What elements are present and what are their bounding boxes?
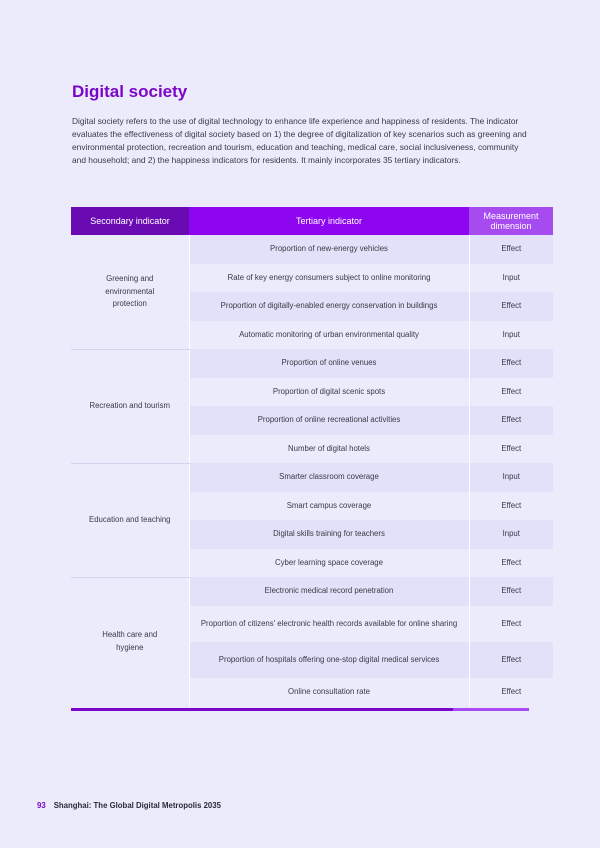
table-row: [71, 463, 553, 492]
measurement-dimension-cell: Effect: [469, 492, 553, 521]
measurement-dimension-cell: Effect: [469, 349, 553, 378]
secondary-indicator-label: Greening and environmental protection: [105, 274, 155, 308]
table-bottom-rule-accent: [453, 708, 529, 711]
tertiary-indicator-cell: Proportion of citizens' electronic health records available for online sharing: [189, 606, 469, 642]
tertiary-indicator-cell: Proportion of hospitals offering one-stop digital medical services: [189, 642, 469, 678]
tertiary-indicator-cell: Proportion of online recreational activities: [189, 406, 469, 435]
table-row: [71, 577, 553, 606]
section-title: Digital society: [72, 82, 188, 101]
tertiary-indicator-cell: Online consultation rate: [189, 678, 469, 707]
header-secondary-indicator: Secondary indicator: [71, 207, 189, 235]
tertiary-indicator-cell: Smart campus coverage: [189, 492, 469, 521]
tertiary-indicator-cell: Proportion of digitally-enabled energy conservation in buildings: [189, 292, 469, 321]
measurement-dimension-cell: Effect: [469, 292, 553, 321]
secondary-indicator-cell: [71, 349, 189, 463]
tertiary-indicator-cell: Smarter classroom coverage: [189, 463, 469, 492]
measurement-dimension-cell: Input: [469, 463, 553, 492]
tertiary-indicator-cell: Cyber learning space coverage: [189, 549, 469, 578]
measurement-dimension-cell: Effect: [469, 549, 553, 578]
measurement-dimension-cell: Effect: [469, 678, 553, 707]
indicator-table: [71, 207, 553, 706]
publication-title: Shanghai: The Global Digital Metropolis 2035: [53, 801, 221, 810]
tertiary-indicator-cell: Proportion of new-energy vehicles: [189, 235, 469, 264]
table-row: [71, 349, 553, 378]
tertiary-indicator-cell: Automatic monitoring of urban environmental quality: [189, 321, 469, 350]
secondary-indicator-label: Recreation and tourism: [89, 400, 171, 410]
measurement-dimension-cell: Effect: [469, 606, 553, 642]
page-number: 93: [37, 801, 46, 810]
measurement-dimension-cell: Effect: [469, 577, 553, 606]
tertiary-indicator-cell: Proportion of digital scenic spots: [189, 378, 469, 407]
table-bottom-rule-main: [71, 708, 453, 711]
secondary-indicator-cell: [71, 463, 189, 577]
tertiary-indicator-cell: Digital skills training for teachers: [189, 520, 469, 549]
measurement-dimension-cell: Effect: [469, 406, 553, 435]
measurement-dimension-cell: Effect: [469, 235, 553, 264]
secondary-indicator-cell: [71, 235, 189, 349]
tertiary-indicator-cell: Electronic medical record penetration: [189, 577, 469, 606]
measurement-dimension-cell: Effect: [469, 435, 553, 464]
tertiary-indicator-cell: Proportion of online venues: [189, 349, 469, 378]
tertiary-indicator-cell: Number of digital hotels: [189, 435, 469, 464]
measurement-dimension-cell: Input: [469, 321, 553, 350]
secondary-indicator-cell: [71, 577, 189, 706]
section-intro: Digital society refers to the use of digital technology to enhance life experience and happiness of residents. The indicator evaluates the effectiveness of digital society based on 1) the degree of digitalization of key scenarios such as greening and environmental protection, recreation and tourism, education and teaching, medical care, social inclusiveness, community and household; and 2) the happiness indicators for residents. It mainly incorporates 35 tertiary indicators.: [72, 116, 527, 166]
tertiary-indicator-cell: Rate of key energy consumers subject to online monitoring: [189, 264, 469, 293]
secondary-indicator-label: Education and teaching: [89, 514, 171, 524]
measurement-dimension-cell: Effect: [469, 642, 553, 678]
header-tertiary-indicator: Tertiary indicator: [189, 207, 469, 235]
measurement-dimension-cell: Input: [469, 264, 553, 293]
measurement-dimension-cell: Effect: [469, 378, 553, 407]
table-row: [71, 235, 553, 264]
page-footer: [37, 801, 221, 810]
measurement-dimension-cell: Input: [469, 520, 553, 549]
table-header-row: [71, 207, 553, 235]
header-measurement-dimension: Measurement dimension: [469, 207, 553, 235]
secondary-indicator-label: Health care and hygiene: [102, 630, 158, 652]
table-bottom-rule: [71, 708, 529, 711]
